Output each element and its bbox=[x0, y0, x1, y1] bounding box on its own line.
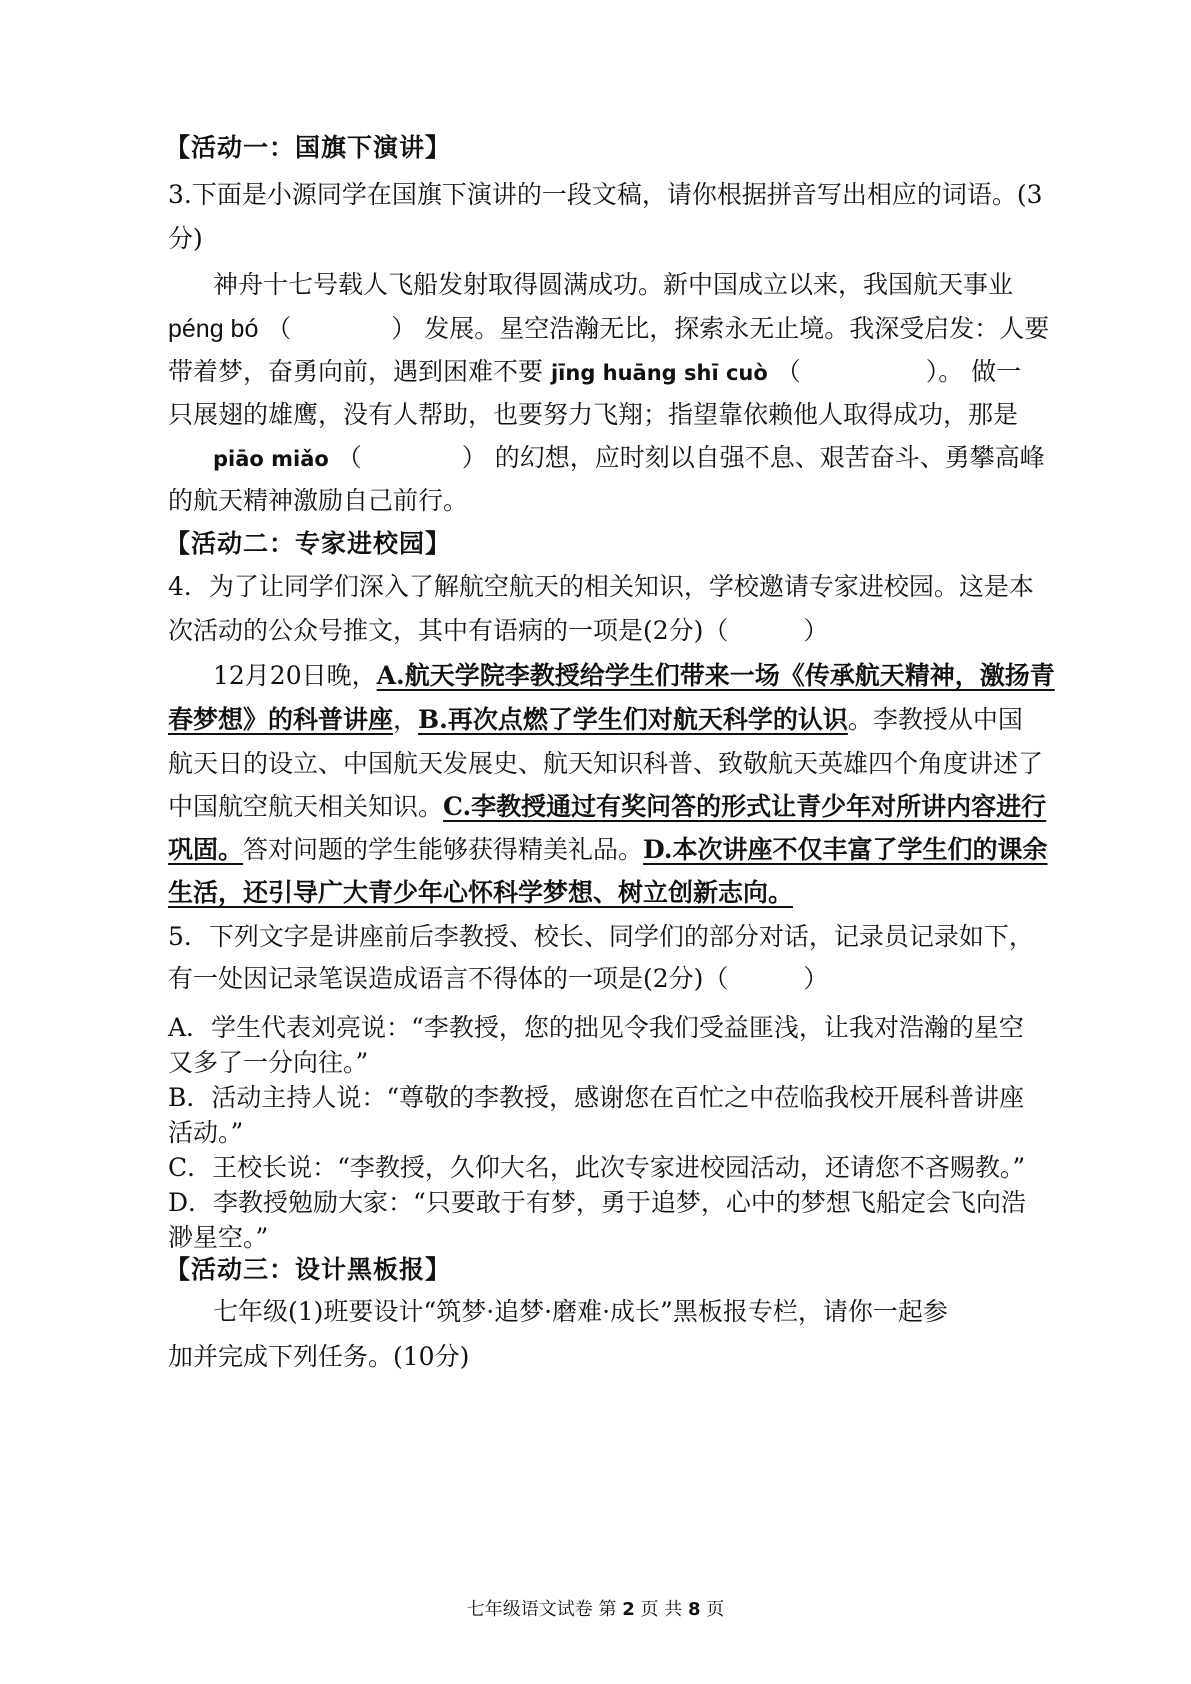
option-b-text: B.再次点燃了学生们对航天科学的认识 bbox=[418, 705, 848, 734]
q4-text-line5 bbox=[168, 833, 1048, 867]
q5-option-b-line1: B．活动主持人说：“尊敬的李教授，感谢您在百忙之中莅临我校开展科普讲座 bbox=[168, 1083, 1025, 1112]
q4-text-line4-start: 中国航空航天相关知识。 bbox=[168, 792, 444, 821]
q5-option-d-line1: D．李教授勉励大家：“只要敢于有梦，勇于追梦，心中的梦想飞船定会飞向浩 bbox=[168, 1188, 1026, 1217]
q5-option-d-line2: 渺星空。” bbox=[168, 1223, 269, 1252]
q3-stem-line1: 3.下面是小源同学在国旗下演讲的一段文稿，请你根据拼音写出相应的词语。(3 bbox=[168, 180, 1043, 209]
q5-stem-line2: 有一处因记录笔误造成语言不得体的一项是(2分)（ ） bbox=[168, 964, 829, 993]
q4-text-line4 bbox=[168, 790, 1046, 824]
option-c-text: C.李教授通过有奖问答的形式让青少年对所讲内容进行 bbox=[443, 792, 1047, 821]
q4-stem-line1: 4．为了让同学们深入了解航空航天的相关知识，学校邀请专家进校园。这是本 bbox=[168, 572, 1034, 601]
q3-passage-line4: 只展翅的雄鹰，没有人帮助，也要努力飞翔；指望靠依赖他人取得成功，那是 bbox=[168, 400, 1019, 429]
option-d-text-cont: 生活，还引导广大青少年心怀科学梦想、树立创新志向。 bbox=[168, 878, 794, 907]
q3-passage-line3 bbox=[168, 355, 1021, 390]
q3-passage-line2-text: 发展。星空浩瀚无比，探索永无止境。我深受启发：人要 bbox=[424, 314, 1050, 343]
page-footer bbox=[0, 1595, 1191, 1621]
q3-passage-line2 bbox=[168, 312, 1049, 346]
activity3-intro-line2: 加并完成下列任务。(10分) bbox=[168, 1342, 470, 1371]
q3-passage-line5-text: 的幻想，应时刻以自强不息、艰苦奋斗、勇攀高峰 bbox=[494, 443, 1045, 472]
q3-passage-line3-text: 带着梦，奋勇向前，遇到困难不要 bbox=[168, 357, 544, 386]
activity3-heading: 【活动三：设计黑板报】 bbox=[165, 1255, 452, 1284]
comma: ， bbox=[393, 705, 419, 734]
q3-passage-line5 bbox=[213, 441, 1045, 476]
q5-option-c-line1: C．王校长说：“李教授，久仰大名，此次专家进校园活动，还请您不吝赐教。” bbox=[168, 1153, 1026, 1182]
q3-passage-line6: 的航天精神激励自己前行。 bbox=[168, 486, 469, 515]
pinyin-piaomiao: piāo miǎo bbox=[213, 447, 329, 471]
q4-date: 12月20日晚， bbox=[213, 661, 377, 690]
footer-total-pages: 8 bbox=[687, 1599, 701, 1620]
activity1-heading: 【活动一：国旗下演讲】 bbox=[165, 133, 452, 162]
q4-text-line6 bbox=[168, 876, 793, 910]
footer-mid: 页 共 bbox=[640, 1599, 683, 1620]
activity3-intro-line1: 七年级(1)班要设计“筑梦·追梦·磨难·成长”黑板报专栏，请你一起参 bbox=[213, 1297, 948, 1326]
activity2-heading: 【活动二：专家进校园】 bbox=[165, 529, 452, 558]
q4-text-line2 bbox=[168, 703, 1023, 737]
q3-passage-line3-end: 做一 bbox=[971, 357, 1022, 386]
q5-stem-line1: 5．下列文字是讲座前后李教授、校长、同学们的部分对话，记录员记录如下， bbox=[168, 922, 1034, 951]
q3-stem-line2: 分) bbox=[168, 224, 203, 253]
q4-text-line3: 航天日的设立、中国航天发展史、航天知识科普、致敬航天英雄四个角度讲述了 bbox=[168, 749, 1044, 778]
q4-text-line1 bbox=[213, 659, 1055, 693]
q5-option-b-line2: 活动。” bbox=[168, 1118, 244, 1147]
option-a-text-cont: 春梦想》的科普讲座 bbox=[168, 705, 394, 734]
footer-prefix: 七年级语文试卷 第 bbox=[466, 1599, 617, 1620]
q4-text-line2-end: 。李教授从中国 bbox=[847, 705, 1023, 734]
q5-option-a-line1: A．学生代表刘亮说：“李教授，您的拙见令我们受益匪浅，让我对浩瀚的星空 bbox=[168, 1013, 1024, 1042]
footer-suffix: 页 bbox=[706, 1599, 725, 1620]
option-a-text: A.航天学院李教授给学生们带来一场《传承航天精神，激扬青 bbox=[376, 661, 1055, 690]
pinyin-pengbo: péng bó bbox=[168, 315, 259, 343]
q5-option-a-line2: 又多了一分向往。” bbox=[168, 1048, 369, 1077]
answer-blank-1[interactable]: （ ） bbox=[266, 314, 417, 343]
q4-text-line5-mid: 答对问题的学生能够获得精美礼品。 bbox=[243, 835, 644, 864]
footer-page-number: 2 bbox=[622, 1599, 635, 1620]
option-d-text: D.本次讲座不仅丰富了学生们的课余 bbox=[643, 835, 1048, 864]
answer-blank-3[interactable]: （ ） bbox=[336, 443, 487, 472]
q4-stem-line2: 次活动的公众号推文，其中有语病的一项是(2分)（ ） bbox=[168, 616, 829, 645]
answer-blank-2[interactable]: （ ）。 bbox=[775, 357, 964, 386]
pinyin-jinghuangshicuo: jīng huāng shī cuò bbox=[550, 361, 768, 385]
q3-passage-line1: 神舟十七号载人飞船发射取得圆满成功。新中国成立以来，我国航天事业 bbox=[213, 270, 1014, 299]
option-c-text-cont: 巩固。 bbox=[168, 835, 244, 864]
